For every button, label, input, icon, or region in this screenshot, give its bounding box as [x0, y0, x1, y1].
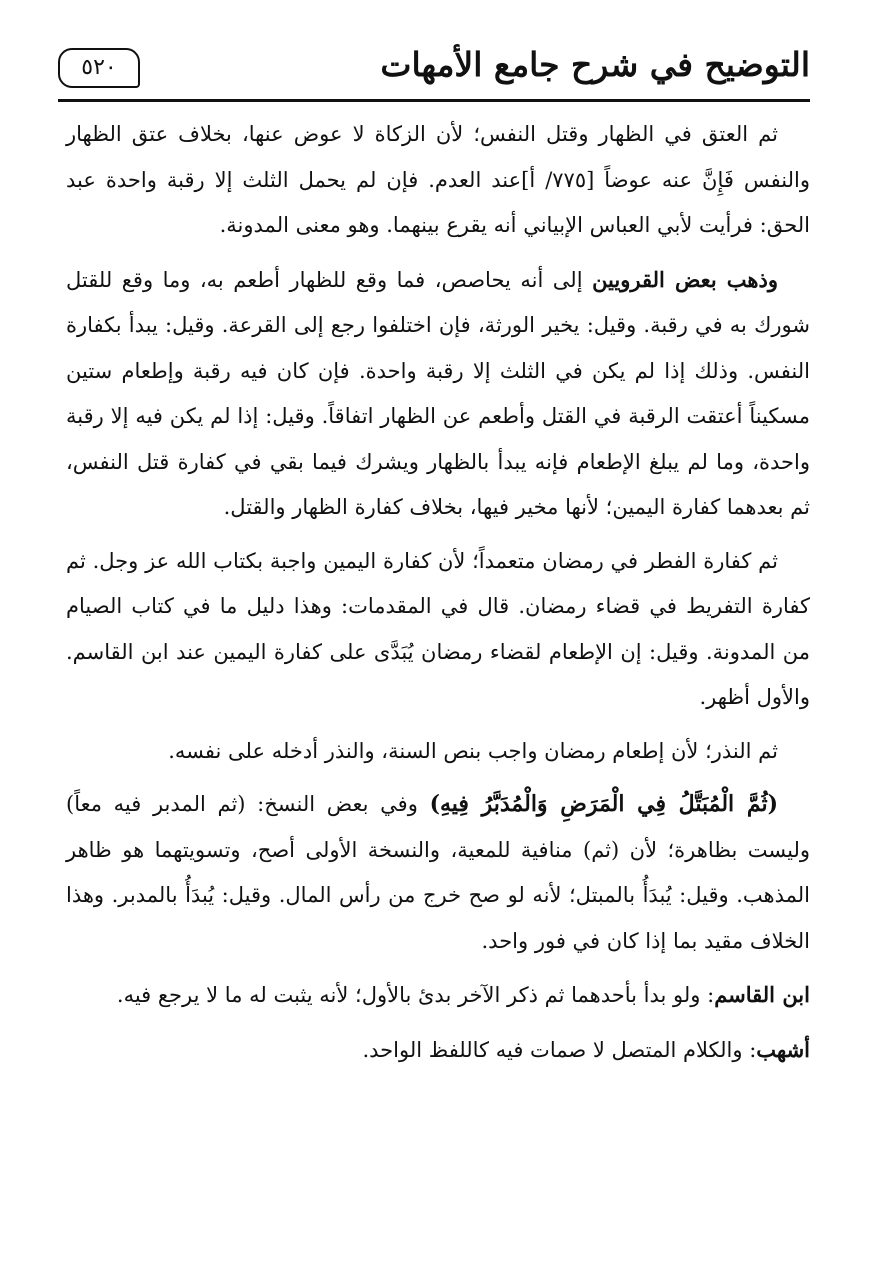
paragraph-7-text: : والكلام المتصل لا صمات فيه كاللفظ الواحد.	[362, 1037, 757, 1062]
paragraph-1	[66, 112, 810, 249]
paragraph-1-text: ثم العتق في الظهار وقتل النفس؛ لأن الزكاة لا عوض عنها، بخلاف عتق الظهار والنفس فَإِنَّ عنه عوضاً [٧٧٥/ أ]عند العدم. فإن لم يحمل الثلث إلا رقبة واحدة عبد الحق: فرأيت لأبي العباس الإبياني أنه يقرع بينهما. وهو معنى المدونة.	[66, 122, 810, 237]
paragraph-6-text: : ولو بدأ بأحدهما ثم ذكر الآخر بدئ بالأول؛ لأنه يثبت له ما لا يرجع فيه.	[116, 983, 715, 1007]
page-number-box	[58, 48, 140, 88]
header-rule	[58, 99, 810, 102]
paragraph-4	[66, 729, 810, 775]
paragraph-2-lead: وذهب بعض القرويين	[592, 266, 778, 292]
paragraph-2-text: إلى أنه يحاصص، فما وقع للظهار أطعم به، وما وقع للقتل شورك به في رقبة. وقيل: يخير الورثة، فإن اختلفوا رجع إلى القرعة. وقيل: يبدأ بكفارة النفس. وذلك إذا لم يكن في الثلث إلا رقبة واحدة. فإن كان فيه رقبة وإطعام ستين مسكيناً أعتقت الرقبة في القتل وأطعم عن الظهار اتفاقاً. وقيل: إذا لم يكن فيه إلا رقبة واحدة، وما لم يبلغ الإطعام فإنه يبدأ بالظهار ويشرك فيما بقي في كفارة قتل النفس، ثم بعدهما كفارة اليمين؛ لأنها مخير فيها، بخلاف كفارة الظهار والقتل.	[66, 267, 810, 519]
paragraph-5-text: وفي بعض النسخ: (ثم المدبر فيه معاً) وليست بظاهرة؛ لأن (ثم) منافية للمعية، والنسخة الأولى أصح، وتسويتهما هو ظاهر المذهب. وقيل: يُبدَأُ بالمبتل؛ لأنه لو صح خرج من رأس المال. وقيل: يُبدَأُ بالمدبر. وهذا الخلاف مقيد بما إذا كان في فور واحد.	[66, 792, 810, 953]
paragraph-6-lead: ابن القاسم	[714, 982, 810, 1007]
paragraph-5	[66, 782, 810, 964]
running-title: التوضيح في شرح جامع الأمهات	[380, 45, 810, 84]
matn-quote: (ثُمَّ الْمُبَتَّلُ فِي الْمَرَضِ وَالْمُدَبَّرُ فِيهِ)	[429, 791, 778, 817]
paragraph-3-text: ثم كفارة الفطر في رمضان متعمداً؛ لأن كفارة اليمين واجبة بكتاب الله عز وجل. ثم كفارة التفريط في قضاء رمضان. قال في المقدمات: وهذا دليل ما في كتاب الصيام من المدونة. وقيل: إن الإطعام لقضاء رمضان يُبَدَّى على كفارة اليمين عند ابن القاسم. والأول أظهر.	[66, 548, 810, 709]
paragraph-4-text: ثم النذر؛ لأن إطعام رمضان واجب بنص السنة، والنذر أدخله على نفسه.	[168, 738, 778, 763]
paragraph-3	[66, 539, 810, 721]
body-text	[66, 112, 810, 1081]
page-header	[58, 40, 810, 100]
paragraph-7-lead: أشهب	[756, 1036, 810, 1062]
paragraph-2	[66, 257, 810, 531]
page-number: ٥٢٠	[81, 55, 117, 80]
paragraph-6	[66, 972, 810, 1019]
paragraph-7	[66, 1027, 810, 1074]
